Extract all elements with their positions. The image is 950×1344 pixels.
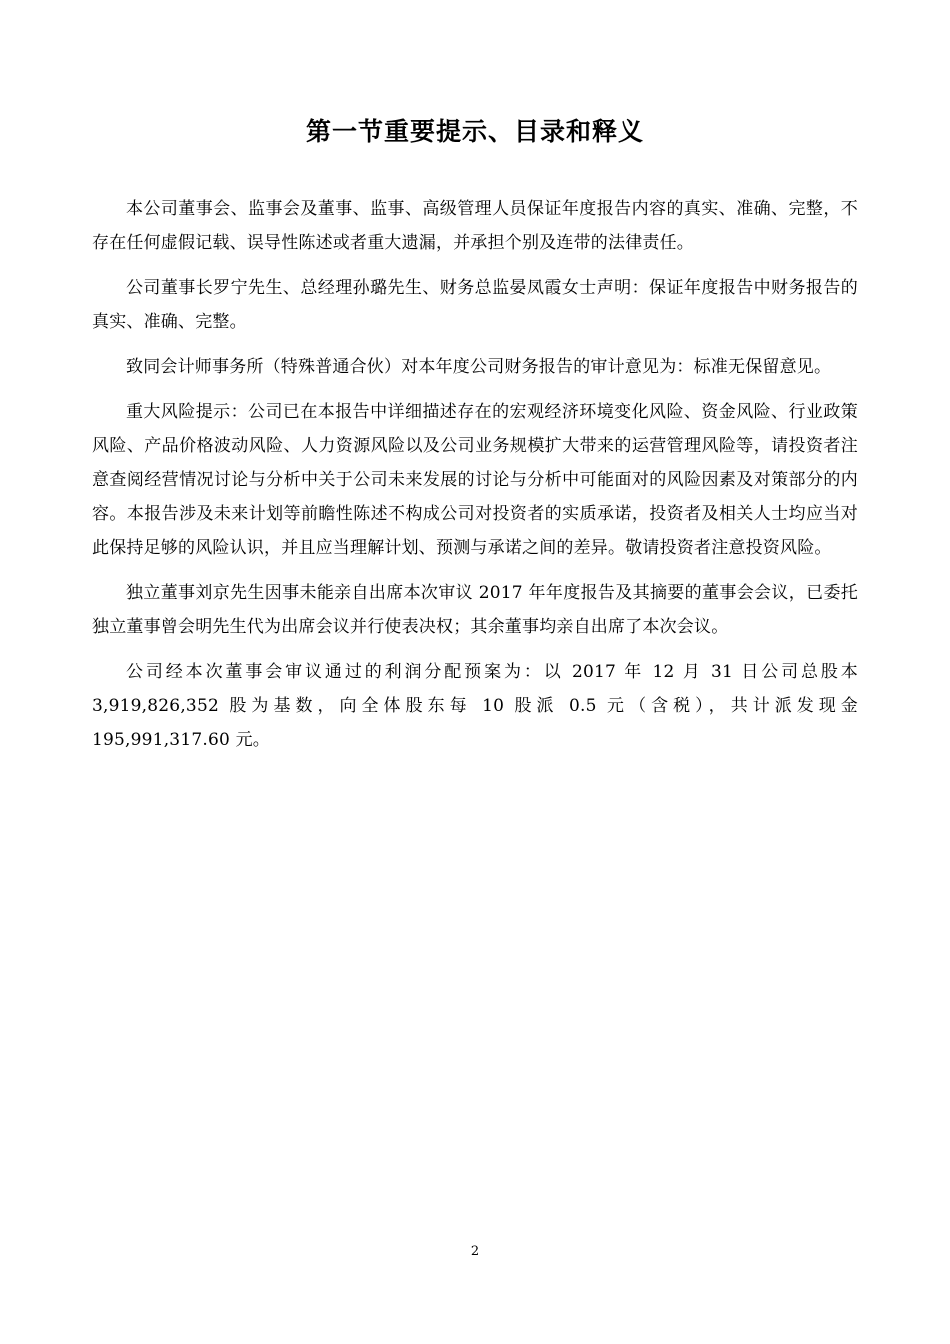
paragraph-risk-warning: 重大风险提示：公司已在本报告中详细描述存在的宏观经济环境变化风险、资金风险、行业政策风险、产品价格波动风险、人力资源风险以及公司业务规模扩大带来的运营管理风险等，请投资者注意查阅经营情况讨论与分析中关于公司未来发展的讨论与分析中可能面对的风险因素及对策部分的内容。本报告涉及未来计划等前瞻性陈述不构成公司对投资者的实质承诺，投资者及相关人士均应当对此保持足够的风险认识，并且应当理解计划、预测与承诺之间的差异。敬请投资者注意投资风险。 <box>92 402 858 558</box>
paragraph-responsibility-statement: 本公司董事会、监事会及董事、监事、高级管理人员保证年度报告内容的真实、准确、完整，不存在任何虚假记载、误导性陈述或者重大遗漏，并承担个别及连带的法律责任。 <box>92 199 858 253</box>
paragraph-profit-distribution: 公司经本次董事会审议通过的利润分配预案为：以 2017 年 12 月 31 日公司总股本 3,919,826,352 股为基数，向全体股东每 10 股派 0.5 元（含税），共计派发现金 195,991,317.60 元。 <box>92 662 858 750</box>
page-number: 2 <box>470 1244 480 1259</box>
section-title: 第一节重要提示、目录和释义 <box>305 117 644 146</box>
body-content <box>92 192 858 768</box>
paragraph-audit-opinion: 致同会计师事务所（特殊普通合伙）对本年度公司财务报告的审计意见为：标准无保留意见。 <box>126 357 832 377</box>
paragraph-director-attendance: 独立董事刘京先生因事未能亲自出席本次审议 2017 年年度报告及其摘要的董事会会议，已委托独立董事曾会明先生代为出席会议并行使表决权；其余董事均亲自出席了本次会议。 <box>92 583 858 637</box>
paragraph-executive-declaration: 公司董事长罗宁先生、总经理孙璐先生、财务总监晏凤霞女士声明：保证年度报告中财务报告的真实、准确、完整。 <box>92 278 858 332</box>
